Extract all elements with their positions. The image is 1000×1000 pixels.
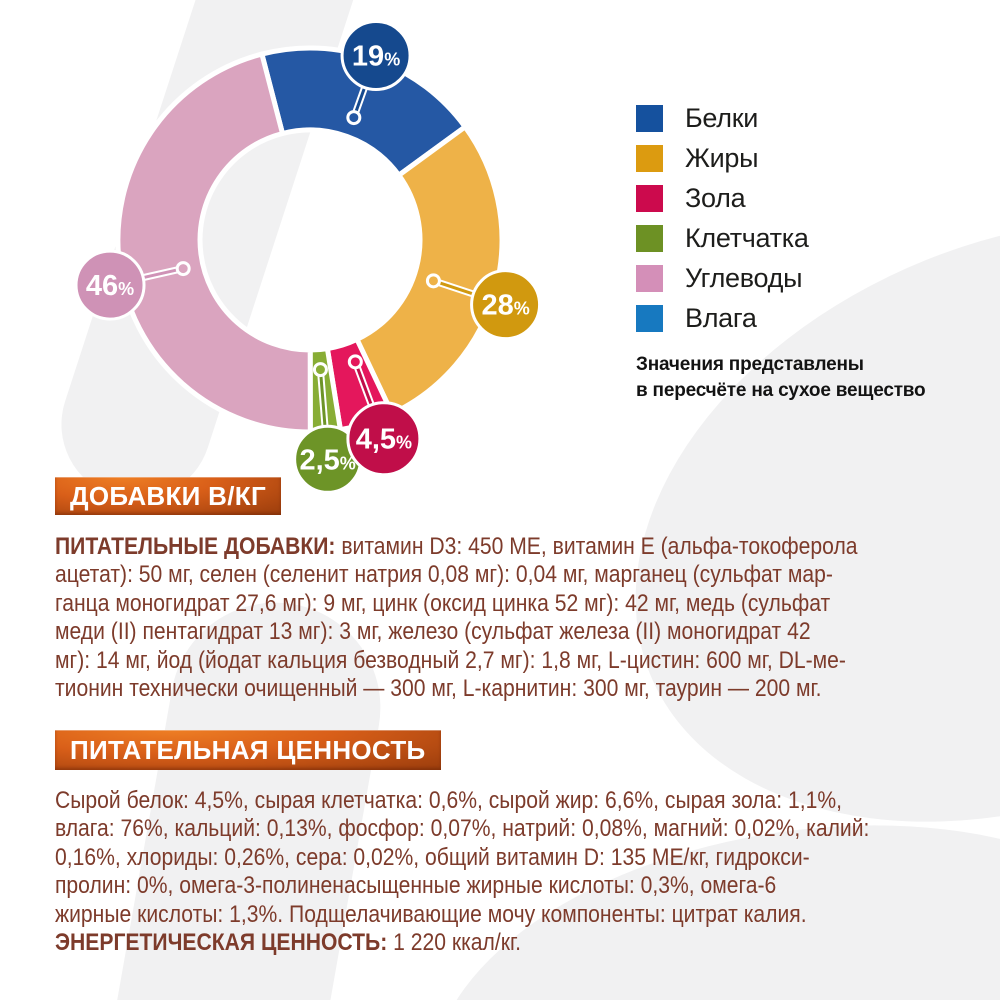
- text-line: влага: 76%, кальций: 0,13%, фосфор: 0,07%, натрий: 0,08%, магний: 0,02%, калий:: [55, 815, 870, 843]
- text-line: жирные кислоты: 1,3%. Подщелачивающие мочу компоненты: цитрат калия.: [55, 900, 807, 928]
- text-line: мг): 14 мг, йод (йодат кальция безводный 2,7 мг): 1,8 мг, L-цистин: 600 мг, DL-ме-: [55, 646, 846, 674]
- section-header-additives: ДОБАВКИ В/КГ: [55, 477, 281, 515]
- text-line: пролин: 0%, омега-3-полиненасыщенные жирные кислоты: 0,3%, омега-6: [55, 872, 777, 900]
- energy-line: ЭНЕРГЕТИЧЕСКАЯ ЦЕННОСТЬ: 1 220 ккал/кг.: [55, 928, 521, 956]
- note-line: Значения представлены: [636, 354, 864, 375]
- text-line: Сырой белок: 4,5%, сырая клетчатка: 0,6%, сырой жир: 6,6%, сырая зола: 1,1%,: [55, 787, 842, 814]
- text-line: меди (II) пентагидрат 13 мг): 3 мг, железо (сульфат железа (II) моногидрат 42: [55, 618, 811, 646]
- nutrition-paragraph: [55, 787, 980, 957]
- legend-swatch: [636, 145, 663, 172]
- paragraph-lead: ПИТАТЕЛЬНЫЕ ДОБАВКИ:: [55, 533, 336, 560]
- section-header-nutrition: ПИТАТЕЛЬНАЯ ЦЕННОСТЬ: [55, 730, 441, 770]
- value-bubble-label: 4,5%: [355, 423, 413, 456]
- text-line: ПИТАТЕЛЬНЫЕ ДОБАВКИ: витамин D3: 450 МЕ, витамин Е (альфа-токоферола: [55, 533, 858, 560]
- legend-item-fiber: [636, 218, 809, 258]
- connector-anchor-dot: [427, 275, 439, 287]
- legend-swatch: [636, 225, 663, 252]
- text-line: 0,16%, хлориды: 0,26%, сера: 0,02%, общий витамин D: 135 МЕ/кг, гидрокси-: [55, 843, 810, 871]
- donut-slice-Жиры: [357, 127, 502, 414]
- note-line: в пересчёте на сухое вещество: [636, 380, 926, 401]
- legend-swatch: [636, 305, 663, 332]
- value-bubble-label: 28%: [481, 289, 530, 322]
- connector-anchor-dot: [177, 263, 189, 275]
- additives-paragraph: [55, 533, 967, 703]
- legend-label: Влага: [685, 302, 757, 333]
- value-bubble-label: 46%: [85, 270, 135, 303]
- legend-item-proteins: [636, 98, 809, 138]
- legend-item-fats: [636, 138, 809, 178]
- nutrient-donut-chart: [0, 0, 560, 500]
- text-line: тионин технически очищенный — 300 мг, L-карнитин: 300 мг, таурин — 200 мг.: [55, 674, 822, 702]
- legend-swatch: [636, 105, 663, 132]
- legend-label: Белки: [685, 102, 758, 133]
- value-bubble-label: 2,5%: [299, 444, 356, 477]
- connector-anchor-dot: [314, 364, 326, 376]
- energy-lead: ЭНЕРГЕТИЧЕСКАЯ ЦЕННОСТЬ:: [55, 928, 388, 956]
- text-line: ганца моногидрат 27,6 мг): 9 мг, цинк (оксид цинка 52 мг): 42 мг, медь (сульфат: [55, 589, 831, 617]
- legend-swatch: [636, 185, 663, 212]
- text-line: ацетат): 50 мг, селен (селенит натрия 0,08 мг): 0,04 мг, марганец (сульфат мар-: [55, 561, 833, 589]
- legend-label: Зола: [685, 182, 746, 213]
- legend-label: Клетчатка: [685, 222, 809, 253]
- chart-legend: [636, 98, 809, 338]
- legend-label: Углеводы: [685, 262, 803, 293]
- value-bubble-label: 19%: [351, 40, 401, 73]
- legend-label: Жиры: [685, 142, 759, 173]
- connector-anchor-dot: [349, 356, 361, 368]
- dry-matter-note: [636, 352, 925, 404]
- legend-item-carbs: [636, 258, 809, 298]
- legend-item-moisture: [636, 298, 809, 338]
- connector-anchor-dot: [348, 112, 360, 124]
- legend-item-ash: [636, 178, 809, 218]
- legend-swatch: [636, 265, 663, 292]
